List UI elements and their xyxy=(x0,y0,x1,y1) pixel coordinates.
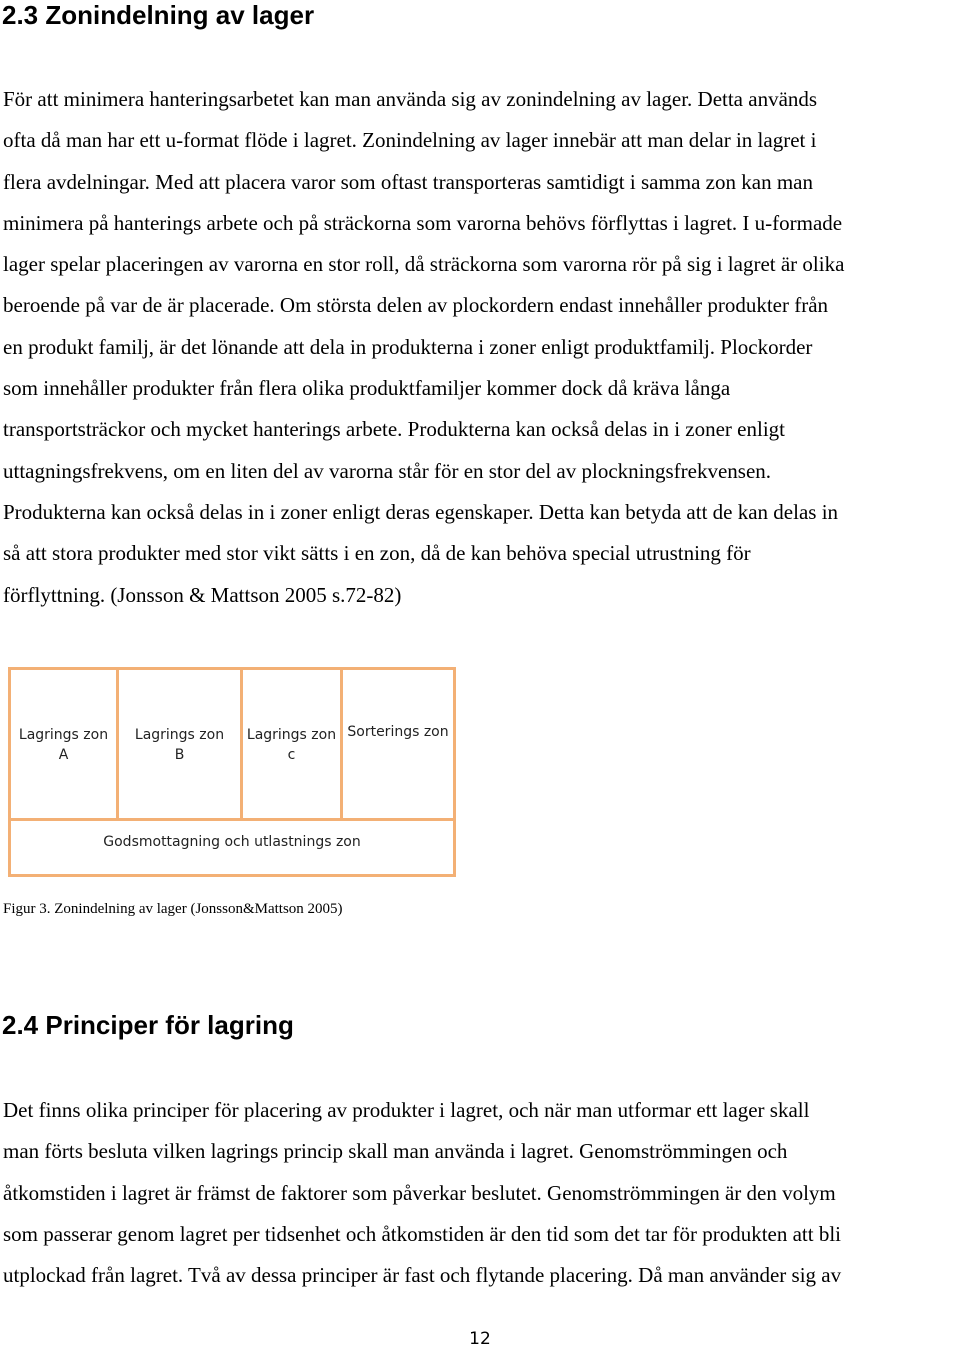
warehouse-zone-diagram xyxy=(8,667,456,877)
section-heading-2-3: 2.3 Zonindelning av lager xyxy=(2,0,315,30)
paragraph-line: minimera på hanterings arbete och på sträckorna som varorna behövs förflyttas i lagret. I u-formade xyxy=(3,210,843,235)
paragraph-line: flera avdelningar. Med att placera varor som oftast transporteras samtidigt i samma zon kan man xyxy=(3,169,813,194)
zone-a-label xyxy=(11,725,116,765)
section-heading-2-4: 2.4 Principer för lagring xyxy=(2,1010,294,1040)
paragraph-line: förflyttning. (Jonsson & Mattson 2005 s.72-82) xyxy=(3,582,402,607)
paragraph-line: transportsträckor och mycket hanterings arbete. Produkterna kan också delas in i zoner enligt xyxy=(3,417,785,442)
paragraph-line: som innehåller produkter från flera olika produktfamiljer kommer dock då kräva långa xyxy=(3,376,731,401)
zone-a-letter: A xyxy=(58,747,69,763)
paragraph-line: som passerar genom lagret per tidsenhet och åtkomstiden är den tid som det tar för produkten att bli xyxy=(3,1221,842,1246)
paragraph-line: så att stora produkter med stor vikt sätts i en zon, då de kan behöva special utrustning för xyxy=(3,541,751,566)
zone-b-letter: B xyxy=(174,747,185,763)
zone-b-label xyxy=(119,725,240,765)
paragraph-line: ofta då man har ett u-format flöde i lagret. Zonindelning av lager innebär att man delar in lagret i xyxy=(3,128,817,153)
page-number: 12 xyxy=(469,1329,491,1349)
section-2-4-paragraph xyxy=(3,1090,960,1296)
paragraph-line: Det finns olika principer för placering av produkter i lagret, och när man utformar ett lager skall xyxy=(3,1098,810,1122)
paragraph-line: uttagningsfrekvens, om en liten del av varorna står för en stor del av plockningsfrekvensen. xyxy=(3,458,772,483)
section-2-3-paragraph xyxy=(3,79,960,616)
paragraph-line: utplockad från lagret. Två av dessa principer är fast och flytande placering. Då man använder sig av xyxy=(3,1263,842,1288)
zone-c-letter: c xyxy=(287,747,296,763)
zone-divider xyxy=(11,818,453,821)
zone-b-title: Lagrings zon xyxy=(134,727,225,743)
paragraph-line: För att minimera hanteringsarbetet kan man använda sig av zonindelning av lager. Detta används xyxy=(3,87,818,111)
goods-zone-label: Godsmottagning och utlastnings zon xyxy=(103,834,361,850)
zone-c-label xyxy=(243,725,340,765)
zone-a-title: Lagrings zon xyxy=(18,727,109,743)
paragraph-line: lager spelar placeringen av varorna en stor roll, då sträckorna som varorna rör på sig i lagret är olika xyxy=(3,252,845,277)
zone-c-title: Lagrings zon xyxy=(246,727,337,743)
paragraph-line: Produkterna kan också delas in i zoner enligt deras egenskaper. Detta kan betyda att de kan delas in xyxy=(3,499,839,524)
paragraph-line: åtkomstiden i lagret är främst de faktorer som påverkar beslutet. Genomströmmingen är den volym xyxy=(3,1180,836,1205)
sorting-zone-label: Sorterings zon xyxy=(347,724,449,740)
figure-caption: Figur 3. Zonindelning av lager (Jonsson&Mattson 2005) xyxy=(3,901,343,917)
paragraph-line: beroende på var de är placerade. Om största delen av plockordern endast innehåller produkter från xyxy=(3,293,829,318)
paragraph-line: man förts besluta vilken lagrings princip skall man använda i lagret. Genomströmmingen och xyxy=(3,1139,788,1164)
paragraph-line: en produkt familj, är det lönande att dela in produkterna i zoner enligt produktfamilj. Plockorder xyxy=(3,334,813,359)
zone-divider xyxy=(340,670,343,818)
